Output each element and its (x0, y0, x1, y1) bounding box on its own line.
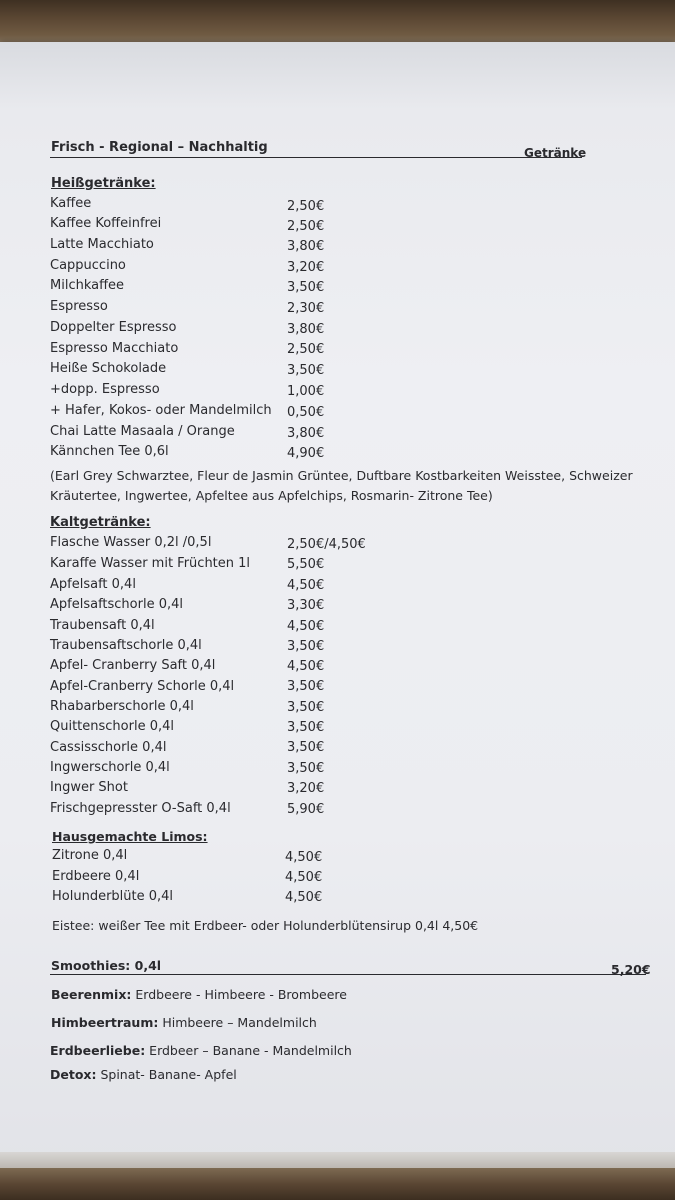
smoothie-ingredients: Erdbeere - Himbeere - Brombeere (131, 987, 347, 1002)
menu-item-price: 0,50€ (287, 405, 325, 420)
menu-item-price: 1,00€ (287, 384, 325, 399)
menu-item-price: 4,50€ (285, 850, 323, 865)
menu-item-name: Kännchen Tee 0,6l (50, 444, 169, 459)
smoothie-ingredients: Erdbeer – Banane - Mandelmilch (145, 1043, 352, 1058)
smoothie-name: Beerenmix: (51, 987, 132, 1002)
menu-item-name: Erdbeere 0,4l (52, 869, 140, 884)
menu-item-price: 3,50€ (287, 761, 325, 776)
menu-item-price: 4,50€ (287, 619, 325, 634)
menu-item-price: 2,50€ (287, 219, 325, 234)
smoothie-name: Erdbeerliebe: (50, 1043, 146, 1058)
menu-item-name: Quittenschorle 0,4l (50, 719, 175, 734)
menu-item-price: 3,50€ (287, 639, 325, 654)
menu-item-name: Ingwerschorle 0,4l (50, 760, 170, 775)
menu-item-name: + Hafer, Kokos- oder Mandelmilch (50, 403, 272, 418)
menu-item-name: Holunderblüte 0,4l (52, 889, 174, 904)
menu-item-price: 3,20€ (287, 781, 325, 796)
menu-item-name: Flasche Wasser 0,2l /0,5l (50, 535, 212, 550)
menu-item-price: 3,80€ (287, 322, 325, 337)
cold-drinks-heading: Kaltgetränke: (50, 515, 151, 530)
smoothie-item (51, 1015, 317, 1031)
smoothies-price: 5,20€ (611, 962, 651, 977)
menu-item-price: 5,90€ (287, 802, 325, 817)
menu-item-name: Milchkaffee (50, 278, 125, 293)
ice-tea-line: Eistee: weißer Tee mit Erdbeer- oder Holunderblütensirup 0,4l 4,50€ (52, 918, 479, 933)
smoothie-name: Detox: (50, 1067, 97, 1082)
smoothie-ingredients: Himbeere – Mandelmilch (158, 1015, 317, 1030)
wooden-table-bottom (0, 1168, 675, 1200)
menu-item-name: Frischgepresster O-Saft 0,4l (50, 801, 231, 816)
menu-item-price: 3,50€ (287, 363, 325, 378)
menu-item-price: 3,80€ (287, 239, 325, 254)
menu-item-price: 3,50€ (287, 740, 325, 755)
smoothie-item (50, 1067, 237, 1083)
smoothies-heading: Smoothies: 0,4l (51, 958, 162, 973)
menu-item-price: 4,50€ (287, 578, 325, 593)
menu-item-name: Cassisschorle 0,4l (50, 740, 167, 755)
smoothie-item (51, 987, 347, 1003)
smoothie-name: Himbeertraum: (51, 1015, 159, 1030)
menu-item-name: Doppelter Espresso (50, 320, 177, 335)
menu-title: Frisch - Regional – Nachhaltig (51, 140, 268, 155)
menu-item-name: Zitrone 0,4l (52, 848, 128, 863)
menu-item-name: Apfelsaftschorle 0,4l (50, 597, 184, 612)
smoothies-rule (50, 974, 646, 975)
menu-item-name: Apfel-Cranberry Schorle 0,4l (50, 679, 235, 694)
menu-item-price: 3,30€ (287, 598, 325, 613)
menu-item-price: 3,20€ (287, 260, 325, 275)
limos-heading: Hausgemachte Limos: (52, 829, 208, 844)
menu-item-price: 5,50€ (287, 557, 325, 572)
smoothie-ingredients: Spinat- Banane- Apfel (96, 1067, 237, 1082)
menu-item-price: 3,50€ (287, 700, 325, 715)
wooden-table-top (0, 0, 675, 46)
menu-item-name: Cappuccino (50, 258, 126, 273)
menu-item-price: 2,50€/4,50€ (287, 537, 366, 552)
menu-item-name: Chai Latte Masaala / Orange (50, 424, 235, 439)
menu-item-price: 2,50€ (287, 342, 325, 357)
hot-drinks-heading: Heißgetränke: (51, 176, 156, 191)
menu-item-name: Kaffee (50, 196, 92, 211)
menu-item-price: 2,50€ (287, 199, 325, 214)
menu-item-name: Ingwer Shot (50, 780, 128, 795)
menu-item-price: 3,50€ (287, 720, 325, 735)
menu-item-name: Kaffee Koffeinfrei (50, 216, 162, 231)
header-rule (50, 157, 582, 158)
menu-item-name: Rhabarberschorle 0,4l (50, 699, 194, 714)
menu-item-name: Karaffe Wasser mit Früchten 1l (50, 556, 251, 571)
menu-item-name: Espresso (50, 299, 108, 314)
smoothie-item (50, 1043, 352, 1059)
menu-item-price: 4,50€ (287, 659, 325, 674)
menu-item-price: 3,80€ (287, 426, 325, 441)
menu-item-price: 3,50€ (287, 280, 325, 295)
menu-item-price: 4,90€ (287, 446, 325, 461)
menu-item-name: Traubensaft 0,4l (50, 618, 155, 633)
menu-item-name: +dopp. Espresso (50, 382, 160, 397)
menu-item-name: Apfelsaft 0,4l (50, 577, 136, 592)
menu-item-price: 4,50€ (285, 870, 323, 885)
menu-item-name: Traubensaftschorle 0,4l (50, 638, 202, 653)
menu-item-price: 2,30€ (287, 301, 325, 316)
section-label: Getränke (524, 146, 587, 160)
menu-item-name: Apfel- Cranberry Saft 0,4l (50, 658, 216, 673)
menu-item-name: Espresso Macchiato (50, 341, 179, 356)
menu-item-name: Heiße Schokolade (50, 361, 167, 376)
menu-item-price: 4,50€ (285, 890, 323, 905)
tea-varieties-note: Kräutertee, Ingwertee, Apfeltee aus Apfelchips, Rosmarin- Zitrone Tee) (50, 488, 493, 503)
tea-varieties-note: (Earl Grey Schwarztee, Fleur de Jasmin Grüntee, Duftbare Kostbarkeiten Weisstee, Schweizer (50, 468, 633, 483)
menu-item-name: Latte Macchiato (50, 237, 154, 252)
menu-item-price: 3,50€ (287, 679, 325, 694)
